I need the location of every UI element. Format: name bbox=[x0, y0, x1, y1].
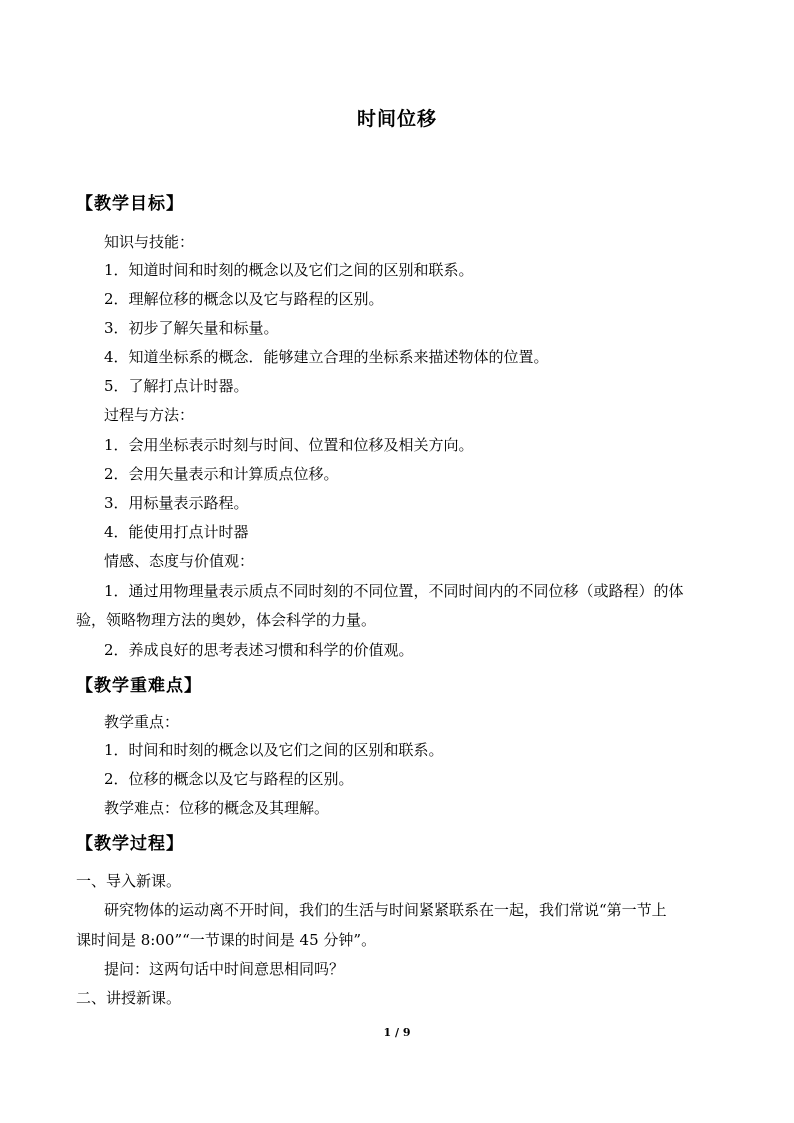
paragraph: 研究物体的运动离不开时间，我们的生活与时间紧紧联系在一起，我们常说“第一节上 bbox=[104, 901, 667, 919]
knowledge-item: 3．初步了解矢量和标量。 bbox=[104, 319, 279, 337]
emotion-item-continued: 验，领略物理方法的奥妙，体会科学的力量。 bbox=[76, 611, 377, 629]
knowledge-item: 5．了解打点计时器。 bbox=[104, 377, 249, 395]
process-item: 1．会用坐标表示时刻与时间、位置和位移及相关方向。 bbox=[104, 436, 474, 454]
key-item: 1．时间和时刻的概念以及它们之间的区别和联系。 bbox=[104, 741, 444, 759]
part-title: 二、讲授新课。 bbox=[76, 989, 182, 1007]
label-knowledge-skills: 知识与技能： bbox=[104, 233, 195, 251]
process-item: 4．能使用打点计时器 bbox=[104, 523, 249, 541]
label-key-points: 教学重点： bbox=[104, 713, 180, 731]
paragraph-continued: 课时间是 8:00”“一节课的时间是 45 分钟”。 bbox=[76, 931, 377, 949]
emotion-item: 2．养成良好的思考表述习惯和科学的价值观。 bbox=[104, 641, 414, 659]
heading-objectives: 【教学目标】 bbox=[76, 194, 184, 214]
label-process-methods: 过程与方法： bbox=[104, 406, 195, 424]
knowledge-item: 2．理解位移的概念以及它与路程的区别。 bbox=[104, 290, 384, 308]
emotion-item: 1．通过用物理量表示质点不同时刻的不同位置，不同时间内的不同位移（或路程）的体 bbox=[104, 582, 684, 600]
difficulty-point: 教学难点：位移的概念及其理解。 bbox=[104, 799, 330, 817]
process-item: 2．会用矢量表示和计算质点位移。 bbox=[104, 465, 339, 483]
document-title: 时间位移 bbox=[356, 108, 437, 130]
question: 提问：这两句话中时间意思相同吗？ bbox=[104, 960, 345, 978]
process-item: 3．用标量表示路程。 bbox=[104, 494, 249, 512]
knowledge-item: 1．知道时间和时刻的概念以及它们之间的区别和联系。 bbox=[104, 261, 474, 279]
knowledge-item: 4．知道坐标系的概念．能够建立合理的坐标系来描述物体的位置。 bbox=[104, 348, 549, 366]
heading-key-points: 【教学重难点】 bbox=[76, 676, 202, 696]
part-title: 一、导入新课。 bbox=[76, 872, 182, 890]
page-number: 1 / 9 bbox=[383, 1026, 411, 1039]
key-item: 2．位移的概念以及它与路程的区别。 bbox=[104, 770, 354, 788]
heading-teaching-process: 【教学过程】 bbox=[76, 834, 184, 854]
label-emotion-values: 情感、态度与价值观： bbox=[104, 552, 255, 570]
